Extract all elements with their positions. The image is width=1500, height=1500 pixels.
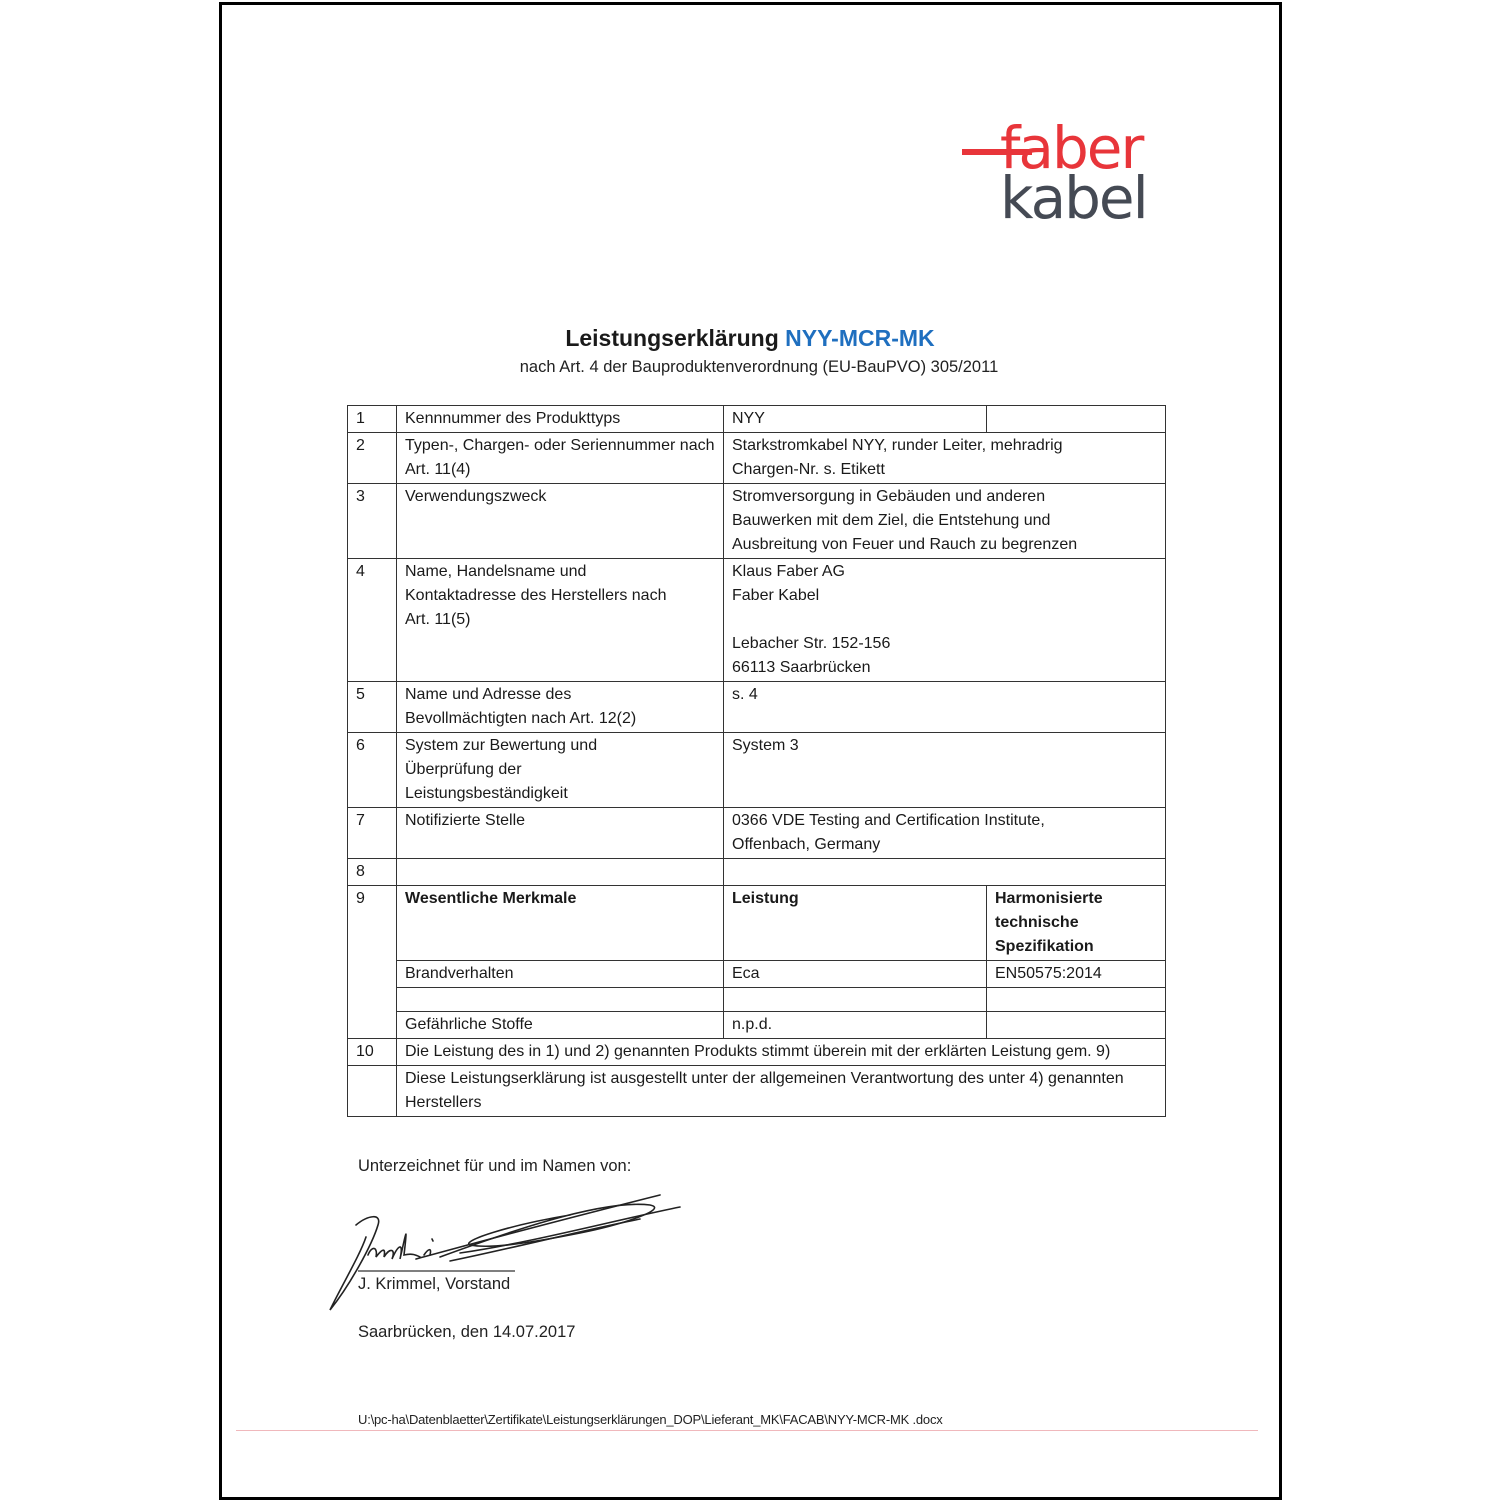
row-value: s. 4 [724, 682, 1166, 733]
title-prefix: Leistungserklärung [565, 325, 786, 351]
row-number: 10 [348, 1039, 397, 1066]
place-and-date: Saarbrücken, den 14.07.2017 [358, 1323, 576, 1341]
table-row [348, 406, 1166, 433]
document-subtitle: nach Art. 4 der Bauproduktenverordnung (EU-BauPVO) 305/2011 [519, 358, 999, 376]
title-product: NYY-MCR-MK [785, 325, 935, 351]
label-line: Überprüfung der [405, 761, 522, 778]
spec: EN50575:2014 [987, 961, 1166, 988]
declaration-table [347, 405, 1166, 1117]
row-label [397, 559, 724, 682]
value-line: Offenbach, Germany [732, 836, 881, 853]
row-value: System 3 [724, 733, 1166, 808]
performance [724, 988, 987, 1012]
row-number [348, 1066, 397, 1117]
row-label [397, 733, 724, 808]
table-row [348, 808, 1166, 859]
value-line: 66113 Saarbrücken [732, 659, 871, 676]
row-extra [987, 406, 1166, 433]
table-row [348, 886, 1166, 961]
feature [397, 988, 724, 1012]
row-number: 7 [348, 808, 397, 859]
header-features: Wesentliche Merkmale [397, 886, 724, 961]
company-logo [958, 114, 1178, 238]
handwritten-signature [320, 1185, 700, 1315]
row-value [724, 559, 1166, 682]
performance: n.p.d. [724, 1012, 987, 1039]
row-number: 4 [348, 559, 397, 682]
value-line: Klaus Faber AG [732, 563, 845, 580]
value-line: Starkstromkabel NYY, runder Leiter, mehradrig [732, 437, 1063, 454]
signed-on-behalf-label: Unterzeichnet für und im Namen von: [358, 1157, 632, 1175]
spec-line: Harmonisierte [995, 890, 1103, 907]
row-value [724, 433, 1166, 484]
value-line: Stromversorgung in Gebäuden und anderen [732, 488, 1046, 505]
label-line: Name, Handelsname und [405, 563, 587, 580]
document-title [0, 325, 1500, 352]
feature: Brandverhalten [397, 961, 724, 988]
value-line: Bauwerken mit dem Ziel, die Entstehung und [732, 512, 1051, 529]
performance: Eca [724, 961, 987, 988]
table-row [348, 559, 1166, 682]
file-path-footer: U:\pc-ha\Datenblaetter\Zertifikate\Leistungserklärungen_DOP\Lieferant_MK\FACAB\NYY-MCR-MK .docx [358, 1412, 943, 1427]
row-label: Kennnummer des Produkttyps [397, 406, 724, 433]
table-row [348, 682, 1166, 733]
logo-kabel: kabel [1000, 164, 1147, 232]
spec-line: Spezifikation [995, 938, 1094, 955]
label-line: Bevollmächtigten nach Art. 12(2) [405, 710, 637, 727]
value-line: 0366 VDE Testing and Certification Institute, [732, 812, 1045, 829]
logo-faber: faber [1000, 114, 1143, 182]
value-line: Ausbreitung von Feuer und Rauch zu begrenzen [732, 536, 1078, 553]
table-row [348, 433, 1166, 484]
feature: Gefährliche Stoffe [397, 1012, 724, 1039]
value-line: Lebacher Str. 152-156 [732, 635, 891, 652]
row-label: Notifizierte Stelle [397, 808, 724, 859]
characteristic-row [348, 1012, 1166, 1039]
row-label [397, 859, 724, 886]
spec [987, 1012, 1166, 1039]
table-row [348, 1039, 1166, 1066]
row-value [724, 484, 1166, 559]
value-line: Faber Kabel [732, 587, 820, 604]
row-value: NYY [724, 406, 987, 433]
header-performance: Leistung [724, 886, 987, 961]
label-line: Leistungsbeständigkeit [405, 785, 568, 802]
header-spec [987, 886, 1166, 961]
characteristic-row [348, 961, 1166, 988]
row-value [724, 808, 1166, 859]
footer-divider [236, 1430, 1258, 1431]
row-number: 8 [348, 859, 397, 886]
label-line: Kontaktadresse des Herstellers nach [405, 587, 667, 604]
conformity-statement: Die Leistung des in 1) und 2) genannten Produkts stimmt überein mit der erklärten Leistung gem. 9) [397, 1039, 1166, 1066]
row-number: 9 [348, 886, 397, 1039]
label-line: Art. 11(5) [405, 611, 471, 628]
row-value [724, 859, 1166, 886]
spec [987, 988, 1166, 1012]
responsibility-statement: Diese Leistungserklärung ist ausgestellt unter der allgemeinen Verantwortung des unter 4) genannten Herstellers [397, 1066, 1166, 1117]
label-line: System zur Bewertung und [405, 737, 598, 754]
row-label [397, 682, 724, 733]
table-row [348, 733, 1166, 808]
row-number: 2 [348, 433, 397, 484]
signer-name: J. Krimmel, Vorstand [358, 1275, 511, 1293]
spec-line: technische [995, 914, 1079, 931]
row-number: 3 [348, 484, 397, 559]
row-label: Typen-, Chargen- oder Seriennummer nach Art. 11(4) [397, 433, 724, 484]
table-row [348, 1066, 1166, 1117]
row-number: 5 [348, 682, 397, 733]
table-row [348, 859, 1166, 886]
table-row [348, 484, 1166, 559]
value-line: Chargen-Nr. s. Etikett [732, 461, 885, 478]
label-line: Name und Adresse des [405, 686, 572, 703]
row-number: 6 [348, 733, 397, 808]
row-label: Verwendungszweck [397, 484, 724, 559]
characteristic-row [348, 988, 1166, 1012]
row-number: 1 [348, 406, 397, 433]
value-line-blank [732, 608, 1157, 632]
